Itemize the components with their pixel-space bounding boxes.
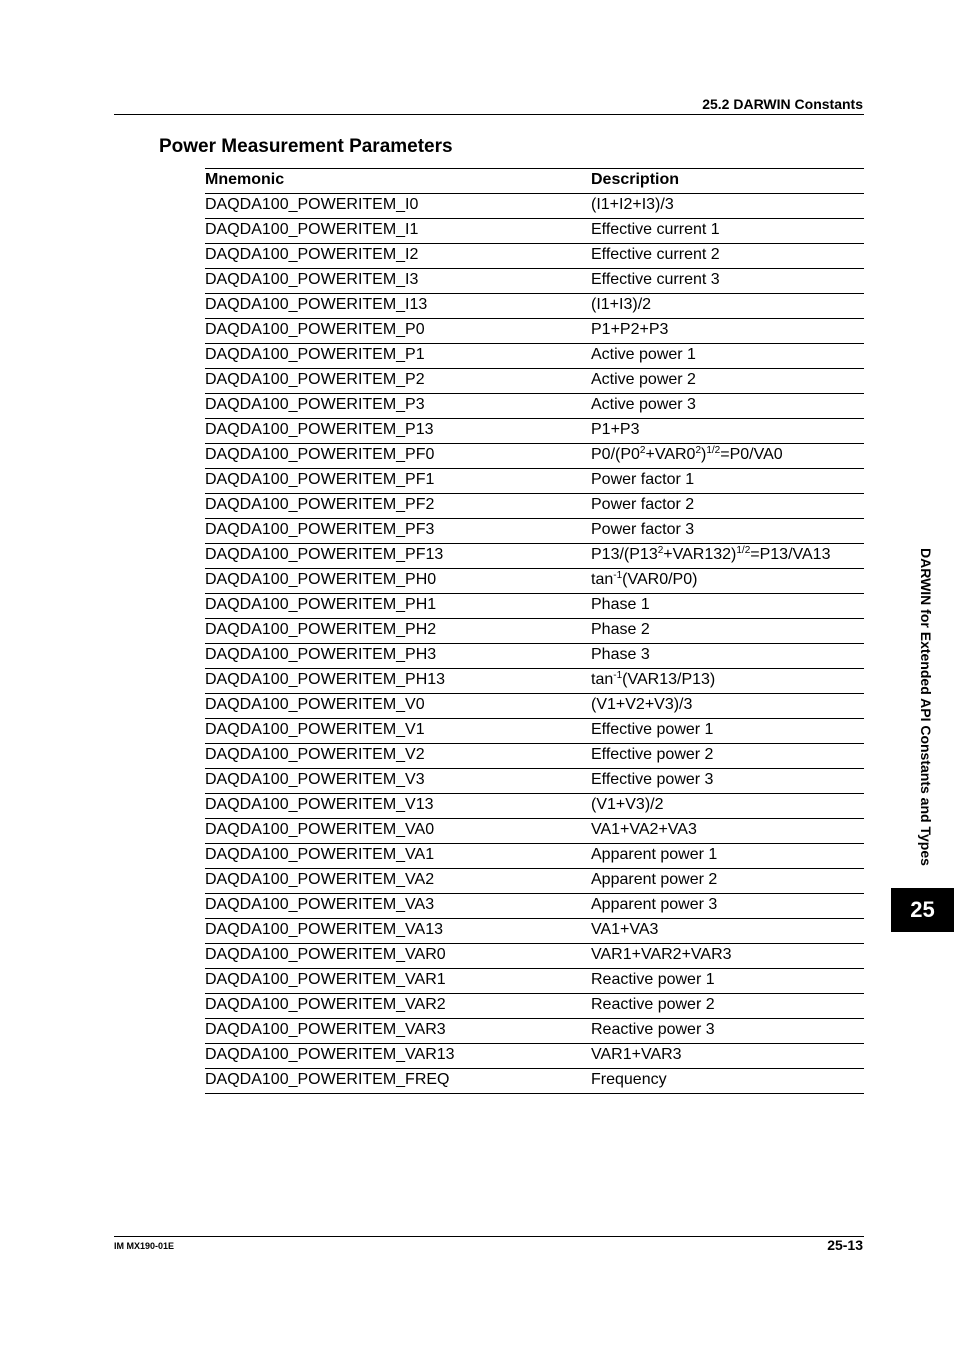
mnemonic-cell: DAQDA100_POWERITEM_PH13 <box>205 669 591 694</box>
description-cell <box>591 244 864 269</box>
description-text: =P0/VA0 <box>720 446 783 463</box>
description-text: Frequency <box>591 1071 667 1088</box>
mnemonic-cell: DAQDA100_POWERITEM_VA1 <box>205 844 591 869</box>
description-text: (I1+I2+I3)/3 <box>591 196 674 213</box>
description-text: Effective current 3 <box>591 271 720 288</box>
table-row <box>205 719 864 744</box>
superscript: 1/2 <box>706 445 721 456</box>
table-row <box>205 419 864 444</box>
description-cell <box>591 894 864 919</box>
mnemonic-cell: DAQDA100_POWERITEM_VAR2 <box>205 994 591 1019</box>
description-cell <box>591 944 864 969</box>
mnemonic-cell: DAQDA100_POWERITEM_I0 <box>205 194 591 219</box>
description-cell <box>591 544 864 569</box>
mnemonic-cell: DAQDA100_POWERITEM_P1 <box>205 344 591 369</box>
description-cell <box>591 919 864 944</box>
description-text: tan <box>591 571 614 588</box>
description-cell <box>591 444 864 469</box>
description-cell <box>591 1019 864 1044</box>
table-row <box>205 944 864 969</box>
table-row <box>205 744 864 769</box>
mnemonic-cell: DAQDA100_POWERITEM_P13 <box>205 419 591 444</box>
description-cell <box>591 194 864 219</box>
superscript: 1/2 <box>736 545 751 556</box>
page-number: 25-13 <box>827 1237 863 1253</box>
column-header-description: Description <box>591 169 864 194</box>
description-cell <box>591 819 864 844</box>
table-row <box>205 894 864 919</box>
description-cell <box>591 269 864 294</box>
mnemonic-cell: DAQDA100_POWERITEM_V1 <box>205 719 591 744</box>
description-cell <box>591 519 864 544</box>
mnemonic-cell: DAQDA100_POWERITEM_I3 <box>205 269 591 294</box>
mnemonic-cell: DAQDA100_POWERITEM_PF13 <box>205 544 591 569</box>
mnemonic-cell: DAQDA100_POWERITEM_V3 <box>205 769 591 794</box>
table-row <box>205 544 864 569</box>
mnemonic-cell: DAQDA100_POWERITEM_FREQ <box>205 1069 591 1094</box>
mnemonic-cell: DAQDA100_POWERITEM_V2 <box>205 744 591 769</box>
description-text: Apparent power 3 <box>591 896 718 913</box>
description-cell <box>591 969 864 994</box>
description-cell <box>591 319 864 344</box>
mnemonic-cell: DAQDA100_POWERITEM_V13 <box>205 794 591 819</box>
table-row <box>205 994 864 1019</box>
description-cell <box>591 344 864 369</box>
description-text: Power factor 1 <box>591 471 695 488</box>
description-text: Effective power 2 <box>591 746 714 763</box>
table-row <box>205 1044 864 1069</box>
document-id: IM MX190-01E <box>114 1241 175 1251</box>
table-row <box>205 469 864 494</box>
description-text: (V1+V3)/2 <box>591 796 664 813</box>
mnemonic-cell: DAQDA100_POWERITEM_PF1 <box>205 469 591 494</box>
description-text: Active power 1 <box>591 346 696 363</box>
description-cell <box>591 294 864 319</box>
description-cell <box>591 369 864 394</box>
footer-rule <box>114 1236 864 1237</box>
description-text: Effective current 2 <box>591 246 720 263</box>
mnemonic-cell: DAQDA100_POWERITEM_I13 <box>205 294 591 319</box>
description-cell <box>591 394 864 419</box>
mnemonic-cell: DAQDA100_POWERITEM_VAR13 <box>205 1044 591 1069</box>
description-cell <box>591 1044 864 1069</box>
description-cell <box>591 219 864 244</box>
header-rule <box>114 114 864 115</box>
description-text: Active power 2 <box>591 371 696 388</box>
description-text: Phase 2 <box>591 621 650 638</box>
description-text: Effective current 1 <box>591 221 720 238</box>
section-title: Power Measurement Parameters <box>159 136 453 157</box>
description-text: VA1+VA3 <box>591 921 659 938</box>
description-text: Phase 3 <box>591 646 650 663</box>
mnemonic-cell: DAQDA100_POWERITEM_VAR1 <box>205 969 591 994</box>
description-text: Power factor 3 <box>591 521 695 538</box>
mnemonic-cell: DAQDA100_POWERITEM_I1 <box>205 219 591 244</box>
description-cell <box>591 769 864 794</box>
description-cell <box>591 994 864 1019</box>
mnemonic-cell: DAQDA100_POWERITEM_PH0 <box>205 569 591 594</box>
table-row <box>205 644 864 669</box>
description-text: =P13/VA13 <box>750 546 831 563</box>
description-text: Apparent power 1 <box>591 846 718 863</box>
description-text: (VAR13/P13) <box>622 671 716 688</box>
table-row <box>205 694 864 719</box>
superscript: 2 <box>657 545 664 556</box>
description-text: ) <box>701 446 707 463</box>
mnemonic-cell: DAQDA100_POWERITEM_P3 <box>205 394 591 419</box>
description-cell <box>591 1069 864 1094</box>
superscript: -1 <box>613 670 623 681</box>
chapter-tab <box>891 888 954 932</box>
mnemonic-cell: DAQDA100_POWERITEM_VA2 <box>205 869 591 894</box>
description-text: Effective power 1 <box>591 721 714 738</box>
mnemonic-cell: DAQDA100_POWERITEM_I2 <box>205 244 591 269</box>
parameter-table <box>205 168 864 1094</box>
table-row <box>205 669 864 694</box>
superscript: 2 <box>695 445 701 456</box>
description-cell <box>591 569 864 594</box>
table-row <box>205 494 864 519</box>
description-text: (V1+V2+V3)/3 <box>591 696 693 713</box>
mnemonic-cell: DAQDA100_POWERITEM_P0 <box>205 319 591 344</box>
mnemonic-cell: DAQDA100_POWERITEM_VA13 <box>205 919 591 944</box>
table-row <box>205 819 864 844</box>
table-row <box>205 1019 864 1044</box>
table-body <box>205 194 864 1094</box>
description-cell <box>591 719 864 744</box>
table-row <box>205 219 864 244</box>
description-text: Active power 3 <box>591 396 696 413</box>
table-row <box>205 269 864 294</box>
description-text: VA1+VA2+VA3 <box>591 821 697 838</box>
table-row <box>205 194 864 219</box>
description-cell <box>591 669 864 694</box>
superscript: -1 <box>613 570 623 581</box>
description-text: Power factor 2 <box>591 496 695 513</box>
mnemonic-cell: DAQDA100_POWERITEM_PF3 <box>205 519 591 544</box>
description-text: +VAR0 <box>645 446 696 463</box>
mnemonic-cell: DAQDA100_POWERITEM_PH1 <box>205 594 591 619</box>
description-text: tan <box>591 671 614 688</box>
table-row <box>205 794 864 819</box>
description-text: Reactive power 3 <box>591 1021 715 1038</box>
table-row <box>205 969 864 994</box>
chapter-side-title: DARWIN for Extended API Constants and Types <box>918 548 934 866</box>
table-row <box>205 519 864 544</box>
description-cell <box>591 594 864 619</box>
table-row <box>205 769 864 794</box>
table-row <box>205 619 864 644</box>
description-text: Phase 1 <box>591 596 650 613</box>
chapter-number: 25 <box>910 897 935 922</box>
table-header-row <box>205 169 864 194</box>
description-text: Effective power 3 <box>591 771 714 788</box>
description-text: Reactive power 2 <box>591 996 715 1013</box>
mnemonic-cell: DAQDA100_POWERITEM_P2 <box>205 369 591 394</box>
table-row <box>205 244 864 269</box>
description-text: +VAR132) <box>663 546 737 563</box>
mnemonic-cell: DAQDA100_POWERITEM_VAR0 <box>205 944 591 969</box>
description-text: Reactive power 1 <box>591 971 715 988</box>
mnemonic-cell: DAQDA100_POWERITEM_VA3 <box>205 894 591 919</box>
description-cell <box>591 619 864 644</box>
description-cell <box>591 644 864 669</box>
mnemonic-cell: DAQDA100_POWERITEM_PF2 <box>205 494 591 519</box>
superscript: 2 <box>639 445 646 456</box>
mnemonic-cell: DAQDA100_POWERITEM_PH3 <box>205 644 591 669</box>
description-text: P0/(P0 <box>591 446 640 463</box>
description-cell <box>591 494 864 519</box>
description-cell <box>591 869 864 894</box>
description-text: (I1+I3)/2 <box>591 296 652 313</box>
table-row <box>205 594 864 619</box>
description-text: VAR1+VAR2+VAR3 <box>591 946 732 963</box>
description-cell <box>591 844 864 869</box>
table-row <box>205 369 864 394</box>
description-cell <box>591 744 864 769</box>
description-cell <box>591 794 864 819</box>
description-cell <box>591 469 864 494</box>
mnemonic-cell: DAQDA100_POWERITEM_VAR3 <box>205 1019 591 1044</box>
description-cell <box>591 419 864 444</box>
table-row <box>205 319 864 344</box>
description-text: P13/(P13 <box>591 546 658 563</box>
mnemonic-cell: DAQDA100_POWERITEM_PF0 <box>205 444 591 469</box>
description-text: (VAR0/P0) <box>622 571 698 588</box>
table-row <box>205 394 864 419</box>
table-row <box>205 1069 864 1094</box>
description-cell <box>591 694 864 719</box>
table-row <box>205 444 864 469</box>
description-text: P1+P3 <box>591 421 640 438</box>
table-row <box>205 919 864 944</box>
column-header-mnemonic: Mnemonic <box>205 169 591 194</box>
running-header: 25.2 DARWIN Constants <box>702 96 863 112</box>
description-text: P1+P2+P3 <box>591 321 669 338</box>
description-text: Apparent power 2 <box>591 871 718 888</box>
table-row <box>205 569 864 594</box>
description-text: VAR1+VAR3 <box>591 1046 682 1063</box>
table-row <box>205 294 864 319</box>
mnemonic-cell: DAQDA100_POWERITEM_V0 <box>205 694 591 719</box>
table-row <box>205 844 864 869</box>
mnemonic-cell: DAQDA100_POWERITEM_PH2 <box>205 619 591 644</box>
table-row <box>205 344 864 369</box>
mnemonic-cell: DAQDA100_POWERITEM_VA0 <box>205 819 591 844</box>
table-row <box>205 869 864 894</box>
